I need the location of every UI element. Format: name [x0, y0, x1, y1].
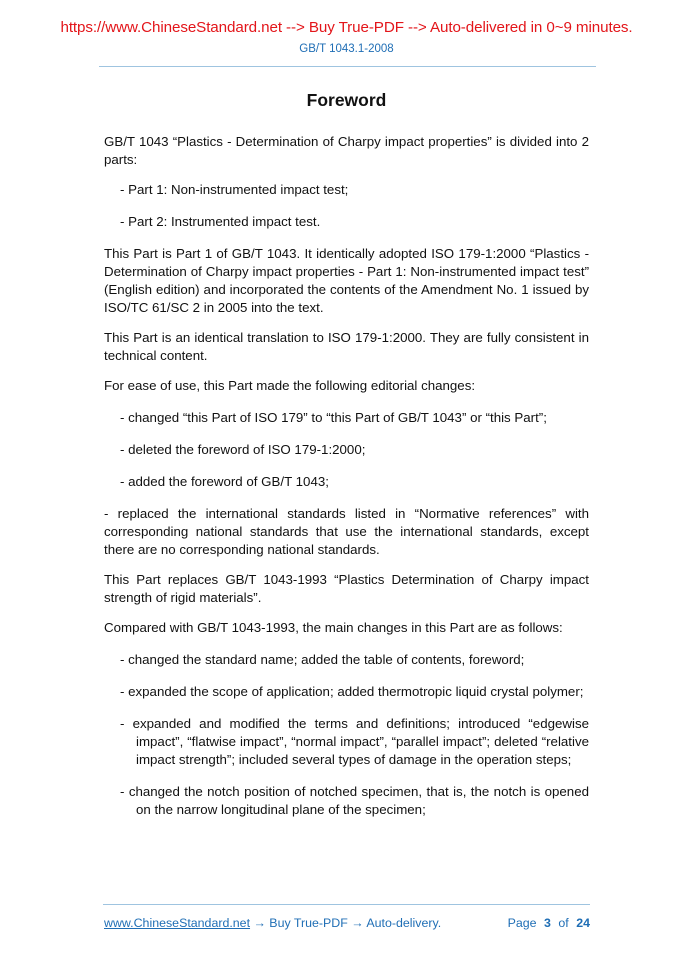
footer-site-link[interactable]: www.ChineseStandard.net — [104, 916, 251, 930]
footer-promo — [104, 916, 441, 930]
paragraph: GB/T 1043 “Plastics - Determination of Charpy impact properties” is divided into 2 parts: — [104, 134, 589, 167]
page-title: Foreword — [306, 90, 387, 110]
document-body — [104, 133, 589, 833]
list-item: - changed “this Part of ISO 179” to “this Part of GB/T 1043” or “this Part”; — [120, 410, 547, 425]
promo-banner[interactable]: https://www.ChineseStandard.net --> Buy True-PDF --> Auto-delivered in 0~9 minutes. — [60, 19, 633, 36]
page-indicator — [508, 916, 590, 930]
page-label: Page — [507, 916, 537, 930]
paragraph: Compared with GB/T 1043-1993, the main changes in this Part are as follows: — [104, 620, 563, 635]
current-page-number: 3 — [544, 916, 551, 930]
paragraph: This Part replaces GB/T 1043-1993 “Plastics Determination of Charpy impact strength of rigid materials”. — [104, 572, 589, 605]
list-item: - added the foreword of GB/T 1043; — [120, 474, 329, 489]
footer-tagline: → Buy True-PDF → Auto-delivery. — [250, 916, 442, 930]
total-pages: 24 — [576, 916, 590, 930]
list-item: - Part 2: Instrumented impact test. — [120, 214, 321, 229]
list-item: - Part 1: Non-instrumented impact test; — [120, 182, 349, 197]
paragraph: For ease of use, this Part made the following editorial changes: — [104, 378, 476, 393]
paragraph: - replaced the international standards listed in “Normative references” with corresponding national standards that use the international standards, except there are no corresponding national standards. — [104, 506, 589, 557]
list-item: - expanded and modified the terms and definitions; introduced “edgewise impact”, “flatwise impact”, “normal impact”, “parallel impact”; deleted “relative impact strength”; included several types of damage in the operation steps; — [120, 716, 589, 767]
paragraph: This Part is Part 1 of GB/T 1043. It identically adopted ISO 179-1:2000 “Plastics - Determination of Charpy impact properties - Part 1: Non-instrumented impact test” (English edition) and incorporated the contents of the Amendment No. 1 issued by ISO/TC 61/SC 2 in 2005 into the text. — [104, 246, 589, 315]
document-code: GB/T 1043.1-2008 — [299, 43, 394, 55]
list-item: - changed the standard name; added the table of contents, foreword; — [120, 652, 525, 667]
page-footer — [104, 916, 590, 930]
paragraph: This Part is an identical translation to ISO 179-1:2000. They are fully consistent in technical content. — [104, 330, 589, 363]
of-label: of — [558, 916, 569, 930]
header-divider — [99, 66, 596, 67]
footer-divider — [103, 904, 590, 905]
list-item: - expanded the scope of application; added thermotropic liquid crystal polymer; — [120, 684, 584, 699]
list-item: - changed the notch position of notched specimen, that is, the notch is opened on the narrow longitudinal plane of the specimen; — [120, 784, 589, 817]
list-item: - deleted the foreword of ISO 179-1:2000; — [120, 442, 366, 457]
